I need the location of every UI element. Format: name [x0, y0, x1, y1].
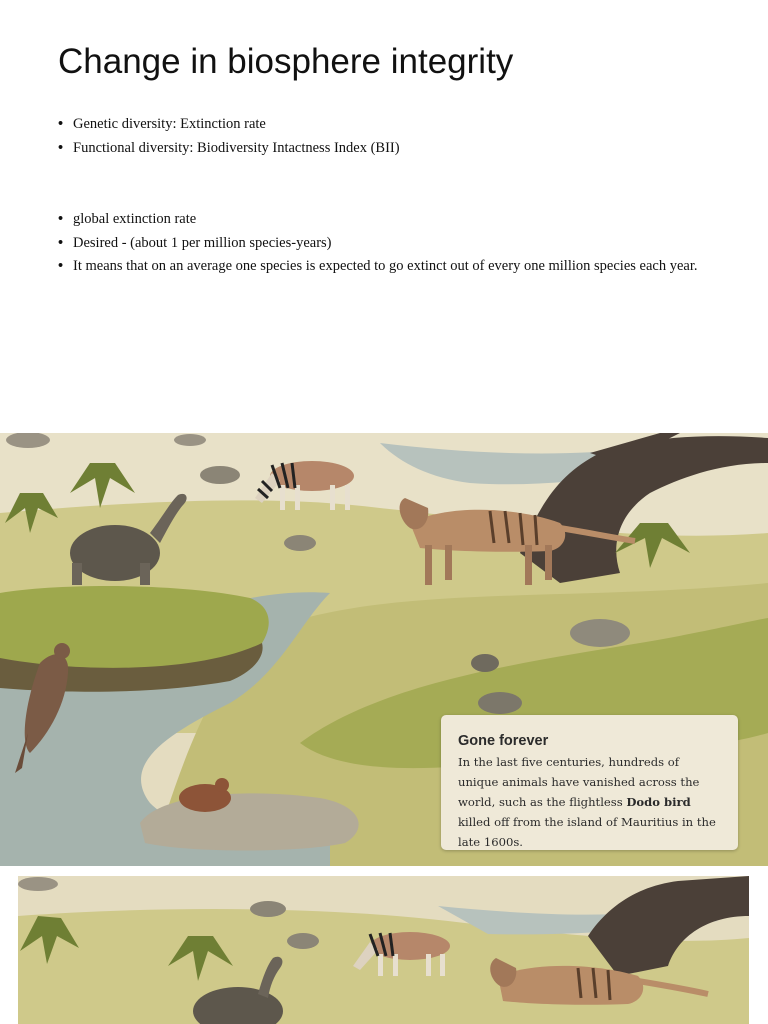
- caption-text-part2: killed off from the island of Mauritius in the late 1600s.: [458, 815, 716, 849]
- bullet-desired-rate: • Desired - (about 1 per million species-years): [58, 232, 697, 256]
- caption-title: Gone forever: [458, 733, 549, 749]
- caption-card: [441, 715, 738, 850]
- caption-text-part1: In the last five centuries, hundreds of unique animals have vanished across the world, such as the flightless: [458, 755, 700, 809]
- extinct-animals-illustration-repeat: [18, 876, 749, 1024]
- caption-text: [458, 752, 722, 852]
- bullet-functional-diversity: • Functional diversity: Biodiversity Intactness Index (BII): [58, 137, 400, 161]
- slide-title: Change in biosphere integrity: [58, 42, 514, 81]
- landscape-scene-repeat: [18, 876, 749, 1024]
- bullet-meaning: • It means that on an average one species is expected to go extinct out of every one million species each year.: [58, 255, 697, 279]
- caption-highlight: Dodo bird: [626, 795, 691, 809]
- bullet-list-diversity: [58, 113, 400, 160]
- bullet-genetic-diversity: • Genetic diversity: Extinction rate: [58, 113, 400, 137]
- bullet-global-extinction-rate: • global extinction rate: [58, 208, 697, 232]
- bullet-list-extinction: [58, 208, 697, 279]
